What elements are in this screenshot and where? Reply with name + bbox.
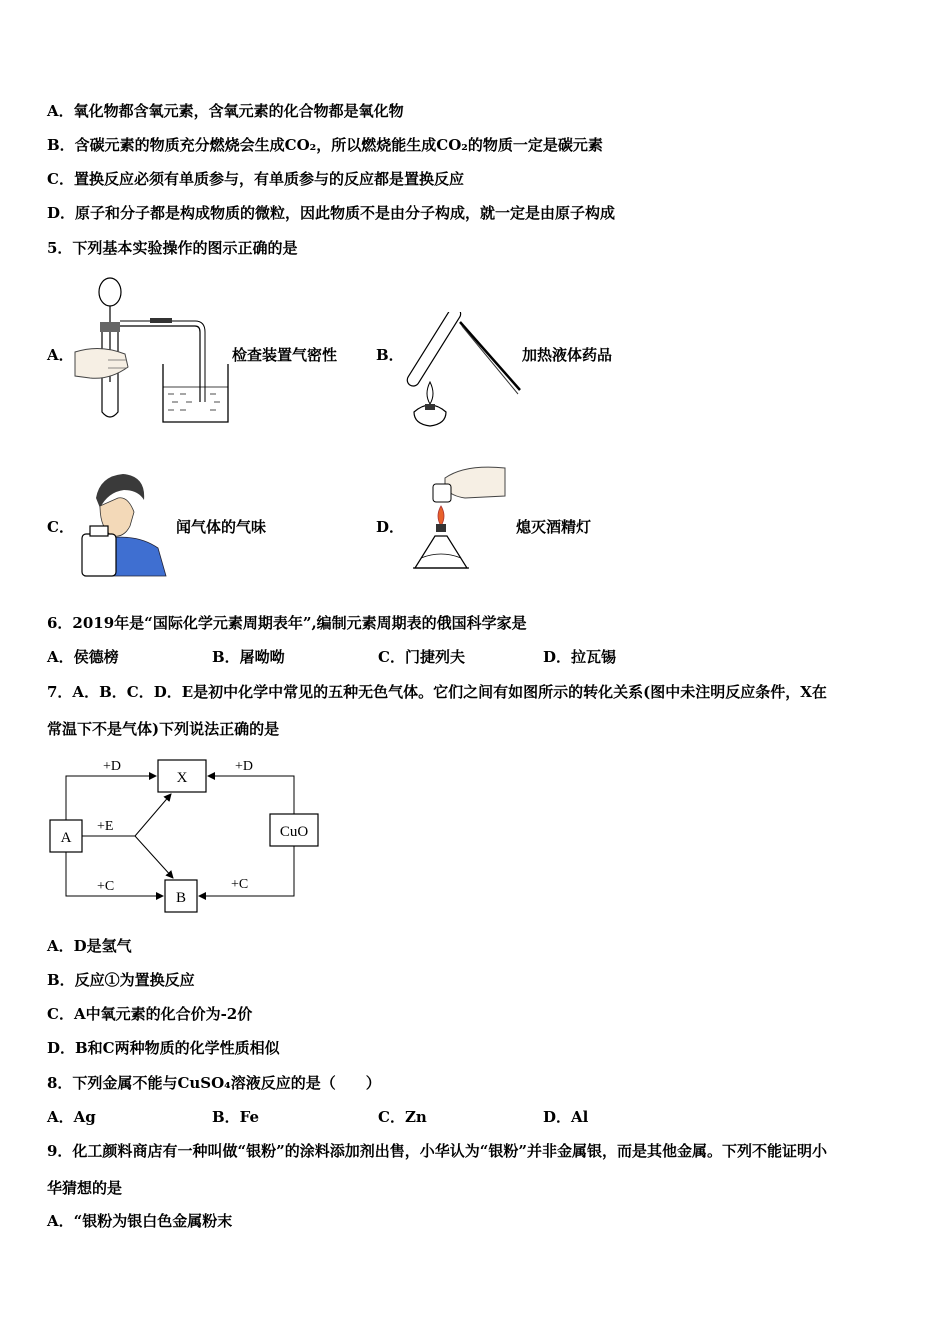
q8-option-c: C．Zn <box>378 1108 427 1126</box>
node-x-label: X <box>176 770 188 786</box>
extinguish-lamp-figure <box>405 460 510 585</box>
edge-label-top-left: +D <box>103 759 122 774</box>
q8-option-b: B．Fe <box>212 1108 260 1126</box>
airtightness-check-figure <box>70 272 235 432</box>
q6-option-a: A．侯德榜 <box>47 648 119 666</box>
q7-option-c: C．A中氧元素的化合价为-2价 <box>47 1005 253 1023</box>
node-a-label: A <box>60 830 72 846</box>
q6-option-c: C．门捷列夫 <box>378 648 465 666</box>
q7-stem-line2: 常温下不是气体)下列说法正确的是 <box>47 720 280 738</box>
q7-option-d: D．B和C两种物质的化学性质相似 <box>47 1039 280 1057</box>
edge-label-bottom-right: +C <box>231 877 249 892</box>
node-b-label: B <box>175 890 187 906</box>
q4-option-d: D．原子和分子都是构成物质的微粒，因此物质不是由分子构成，就一定是由原子构成 <box>47 204 616 222</box>
heating-liquid-figure <box>400 312 525 432</box>
q6-option-b: B．屠呦呦 <box>212 648 285 666</box>
q8-option-a: A．Ag <box>47 1108 96 1126</box>
q5-option-a-text: 检查装置气密性 <box>232 346 338 364</box>
smelling-gas-figure <box>78 468 170 580</box>
node-cuo-label: CuO <box>279 824 309 840</box>
edge-label-top-right: +D <box>235 759 254 774</box>
q7-option-a: A．D是氢气 <box>47 937 132 955</box>
q5-stem: 5．下列基本实验操作的图示正确的是 <box>47 239 298 257</box>
q8-option-d: D．Al <box>543 1108 589 1126</box>
q9-stem-line2: 华猜想的是 <box>47 1179 123 1197</box>
q5-option-b-label: B． <box>376 346 404 364</box>
q5-option-c-text: 闻气体的气味 <box>176 518 267 536</box>
q6-stem: 6．2019年是“国际化学元素周期表年”,编制元素周期表的俄国科学家是 <box>47 614 527 632</box>
q5-option-d-label: D． <box>376 518 405 536</box>
q9-stem-line1: 9．化工颜料商店有一种叫做“银粉”的涂料添加剂出售，小华认为“银粉”并非金属银，而是其他金属。下列不能证明小 <box>47 1142 827 1160</box>
q4-option-b: B．含碳元素的物质充分燃烧会生成CO₂，所以燃烧能生成CO₂的物质一定是碳元素 <box>47 136 603 154</box>
q6-option-d: D．拉瓦锡 <box>543 648 617 666</box>
q5-option-d-text: 熄灭酒精灯 <box>516 518 592 536</box>
q5-option-b-text: 加热液体药品 <box>522 346 613 364</box>
edge-label-bottom-left: +C <box>97 879 115 894</box>
q4-option-c: C．置换反应必须有单质参与，有单质参与的反应都是置换反应 <box>47 170 464 188</box>
q5-option-a-label: A． <box>47 346 74 364</box>
q7-option-b: B．反应①为置换反应 <box>47 971 195 989</box>
q9-option-a: A．“银粉为银白色金属粉末 <box>47 1212 233 1230</box>
q4-option-a: A．氧化物都含氧元素，含氧元素的化合物都是氧化物 <box>47 102 404 120</box>
edge-label-middle: +E <box>97 819 114 834</box>
q5-option-c-label: C． <box>47 518 74 536</box>
conversion-diagram <box>45 752 330 922</box>
q7-stem-line1: 7．A．B．C．D．E是初中化学中常见的五种无色气体。它们之间有如图所示的转化关系(图中未注明反应条件，X在 <box>47 683 827 701</box>
q8-stem: 8．下列金属不能与CuSO₄溶液反应的是（ ） <box>47 1074 381 1092</box>
